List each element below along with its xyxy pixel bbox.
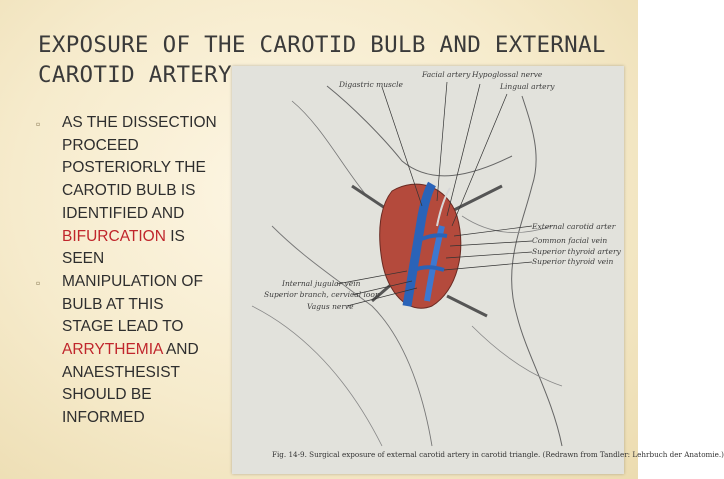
bullet-line: SEEN: [62, 250, 105, 268]
label-digastric-muscle: Digastric muscle: [339, 80, 403, 89]
highlight-post-text: IS: [165, 227, 185, 245]
label-facial-artery: Facial artery: [422, 70, 471, 79]
label-external-carotid: External carotid arter: [532, 222, 616, 231]
label-sup-thyroid-artery: Superior thyroid artery: [532, 247, 621, 256]
bullet-line: ANAESTHESIST: [62, 363, 180, 381]
bullet-line: AS THE DISSECTION: [62, 114, 217, 131]
highlight-post-text: AND: [162, 341, 199, 359]
title-line-1: EXPOSURE OF THE CAROTID BULB AND EXTERNAL: [38, 32, 606, 58]
anatomy-drawing: [232, 66, 624, 474]
highlight-bifurcation: BIFURCATION: [62, 227, 166, 245]
bullet-line-highlight: [62, 226, 236, 249]
bullet-line-highlight: [62, 339, 236, 362]
bullet-line: PROCEED: [62, 136, 139, 154]
title-line-2: CAROTID ARTERY: [38, 62, 232, 88]
bullet-line: IDENTIFIED AND: [62, 204, 185, 222]
bullet-line: SHOULD BE: [62, 386, 152, 404]
label-common-facial-vein: Common facial vein: [532, 236, 608, 245]
label-internal-jugular: Internal jugular vein: [282, 279, 361, 288]
label-lingual-artery: Lingual artery: [500, 82, 555, 91]
label-sup-thyroid-vein: Superior thyroid vein: [532, 257, 614, 266]
highlight-arrythemia: ARRYTHEMIA: [62, 341, 163, 359]
anatomy-figure: [232, 66, 724, 474]
bullet-line: INFORMED: [62, 409, 145, 427]
bullet-item-1: [36, 112, 236, 271]
bullet-line: STAGE LEAD TO: [62, 318, 184, 336]
bullet-line: CAROTID BULB IS: [62, 182, 196, 200]
bullet-line: POSTERIORLY THE: [62, 159, 206, 177]
bullet-glyph-icon: ▫: [36, 117, 41, 131]
label-vagus-nerve: Vagus nerve: [307, 302, 354, 311]
figure-caption: Fig. 14-9. Surgical exposure of external carotid artery in carotid triangle. (Redrawn from Tandler: Lehrbuch der Anatomie.): [272, 450, 724, 459]
bullet-list: [36, 112, 236, 430]
bullet-glyph-icon: ▫: [36, 275, 41, 290]
bullet-line: MANIPULATION OF: [62, 272, 203, 290]
bullet-line: BULB AT THIS: [62, 295, 164, 313]
label-hypoglossal-nerve: Hypoglossal nerve: [472, 70, 543, 79]
label-superior-branch: Superior branch, cervical loop: [264, 290, 380, 299]
bullet-item-2: [36, 271, 236, 430]
